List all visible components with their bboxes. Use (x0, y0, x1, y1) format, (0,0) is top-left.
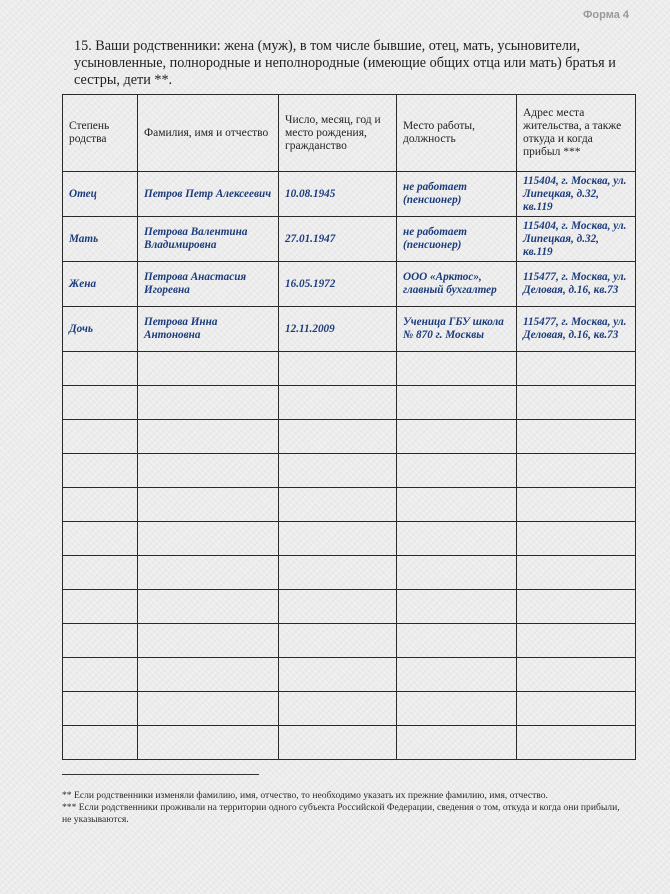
empty-cell (279, 590, 397, 624)
table-row-empty (63, 624, 636, 658)
empty-cell (279, 386, 397, 420)
empty-cell (138, 624, 279, 658)
empty-cell (279, 726, 397, 760)
table-row-empty (63, 726, 636, 760)
cell-birth-info: 27.01.1947 (279, 217, 397, 262)
empty-cell (63, 420, 138, 454)
empty-cell (517, 386, 636, 420)
cell-workplace: ООО «Арктос», главный бухгалтер (397, 262, 517, 307)
empty-cell (279, 454, 397, 488)
cell-full-name: Петрова Инна Антоновна (138, 307, 279, 352)
empty-cell (279, 522, 397, 556)
table-row (63, 172, 636, 217)
empty-cell (63, 556, 138, 590)
empty-cell (397, 624, 517, 658)
empty-cell (279, 624, 397, 658)
empty-cell (517, 420, 636, 454)
empty-cell (279, 658, 397, 692)
empty-cell (517, 556, 636, 590)
empty-cell (397, 352, 517, 386)
empty-cell (138, 590, 279, 624)
empty-cell (397, 386, 517, 420)
cell-address: 115477, г. Москва, ул. Деловая, д.16, кв.73 (517, 307, 636, 352)
empty-cell (517, 352, 636, 386)
footnote-triple-star: *** Если родственники проживали на территории одного субъекта Российской Федерации, сведения о том, откуда и когда они прибыли, не указываются. (62, 802, 620, 825)
empty-cell (397, 522, 517, 556)
table-row-empty (63, 692, 636, 726)
empty-cell (279, 488, 397, 522)
table-row (63, 262, 636, 307)
cell-relation: Жена (63, 262, 138, 307)
cell-full-name: Петрова Анастасия Игоревна (138, 262, 279, 307)
empty-cell (397, 420, 517, 454)
cell-birth-info: 10.08.1945 (279, 172, 397, 217)
empty-cell (517, 658, 636, 692)
form-number-label: Форма 4 (583, 9, 629, 21)
empty-cell (138, 386, 279, 420)
empty-cell (517, 726, 636, 760)
empty-cell (397, 590, 517, 624)
empty-cell (397, 692, 517, 726)
table-row-empty (63, 386, 636, 420)
empty-cell (279, 352, 397, 386)
empty-cell (63, 692, 138, 726)
table-row (63, 217, 636, 262)
cell-workplace: не работает (пенсионер) (397, 217, 517, 262)
empty-cell (397, 454, 517, 488)
column-header-full-name: Фамилия, имя и отчество (138, 95, 279, 172)
empty-cell (63, 726, 138, 760)
cell-workplace: Ученица ГБУ школа № 870 г. Москвы (397, 307, 517, 352)
cell-full-name: Петрова Валентина Владимировна (138, 217, 279, 262)
footnote-double-star: ** Если родственники изменяли фамилию, имя, отчество, то необходимо указать их прежние фамилию, имя, отчество. (62, 790, 548, 801)
cell-address: 115404, г. Москва, ул. Липецкая, д.32, кв.119 (517, 217, 636, 262)
empty-cell (397, 658, 517, 692)
empty-cell (138, 352, 279, 386)
empty-cell (63, 454, 138, 488)
empty-cell (138, 522, 279, 556)
empty-cell (397, 556, 517, 590)
cell-workplace: не работает (пенсионер) (397, 172, 517, 217)
empty-cell (63, 624, 138, 658)
empty-cell (63, 488, 138, 522)
empty-cell (138, 692, 279, 726)
empty-cell (138, 556, 279, 590)
cell-full-name: Петров Петр Алексеевич (138, 172, 279, 217)
empty-cell (517, 488, 636, 522)
empty-cell (138, 488, 279, 522)
empty-cell (63, 386, 138, 420)
empty-cell (397, 726, 517, 760)
table-row-empty (63, 658, 636, 692)
cell-relation: Отец (63, 172, 138, 217)
footnotes (62, 790, 622, 826)
table-row-empty (63, 488, 636, 522)
table-row-empty (63, 590, 636, 624)
table-row (63, 307, 636, 352)
cell-relation: Дочь (63, 307, 138, 352)
cell-birth-info: 16.05.1972 (279, 262, 397, 307)
empty-cell (517, 590, 636, 624)
table-row-empty (63, 420, 636, 454)
empty-cell (517, 624, 636, 658)
cell-address: 115404, г. Москва, ул. Липецкая, д.32, кв.119 (517, 172, 636, 217)
table-row-empty (63, 522, 636, 556)
table-row-empty (63, 454, 636, 488)
empty-cell (279, 556, 397, 590)
table-header-row (63, 95, 636, 172)
empty-cell (63, 590, 138, 624)
empty-cell (517, 522, 636, 556)
relatives-table (62, 94, 636, 760)
empty-cell (63, 352, 138, 386)
empty-cell (517, 692, 636, 726)
empty-cell (138, 454, 279, 488)
empty-cell (397, 488, 517, 522)
cell-relation: Мать (63, 217, 138, 262)
empty-cell (517, 454, 636, 488)
cell-address: 115477, г. Москва, ул. Деловая, д.16, кв.73 (517, 262, 636, 307)
table-row-empty (63, 352, 636, 386)
column-header-workplace: Место работы, должность (397, 95, 517, 172)
empty-cell (63, 522, 138, 556)
column-header-birth-info: Число, месяц, год и место рождения, гражданство (279, 95, 397, 172)
empty-cell (63, 658, 138, 692)
section-heading: 15. Ваши родственники: жена (муж), в том числе бывшие, отец, мать, усыновители, усыновленные, полнородные и неполнородные (имеющие общих отца или мать) братья и сестры, дети **. (74, 38, 616, 88)
column-header-relation: Степень родства (63, 95, 138, 172)
empty-cell (138, 658, 279, 692)
empty-cell (138, 420, 279, 454)
column-header-address: Адрес места жительства, а также откуда и когда прибыл *** (517, 95, 636, 172)
empty-cell (279, 692, 397, 726)
footnote-divider (62, 774, 259, 775)
table-row-empty (63, 556, 636, 590)
empty-cell (279, 420, 397, 454)
empty-cell (138, 726, 279, 760)
cell-birth-info: 12.11.2009 (279, 307, 397, 352)
